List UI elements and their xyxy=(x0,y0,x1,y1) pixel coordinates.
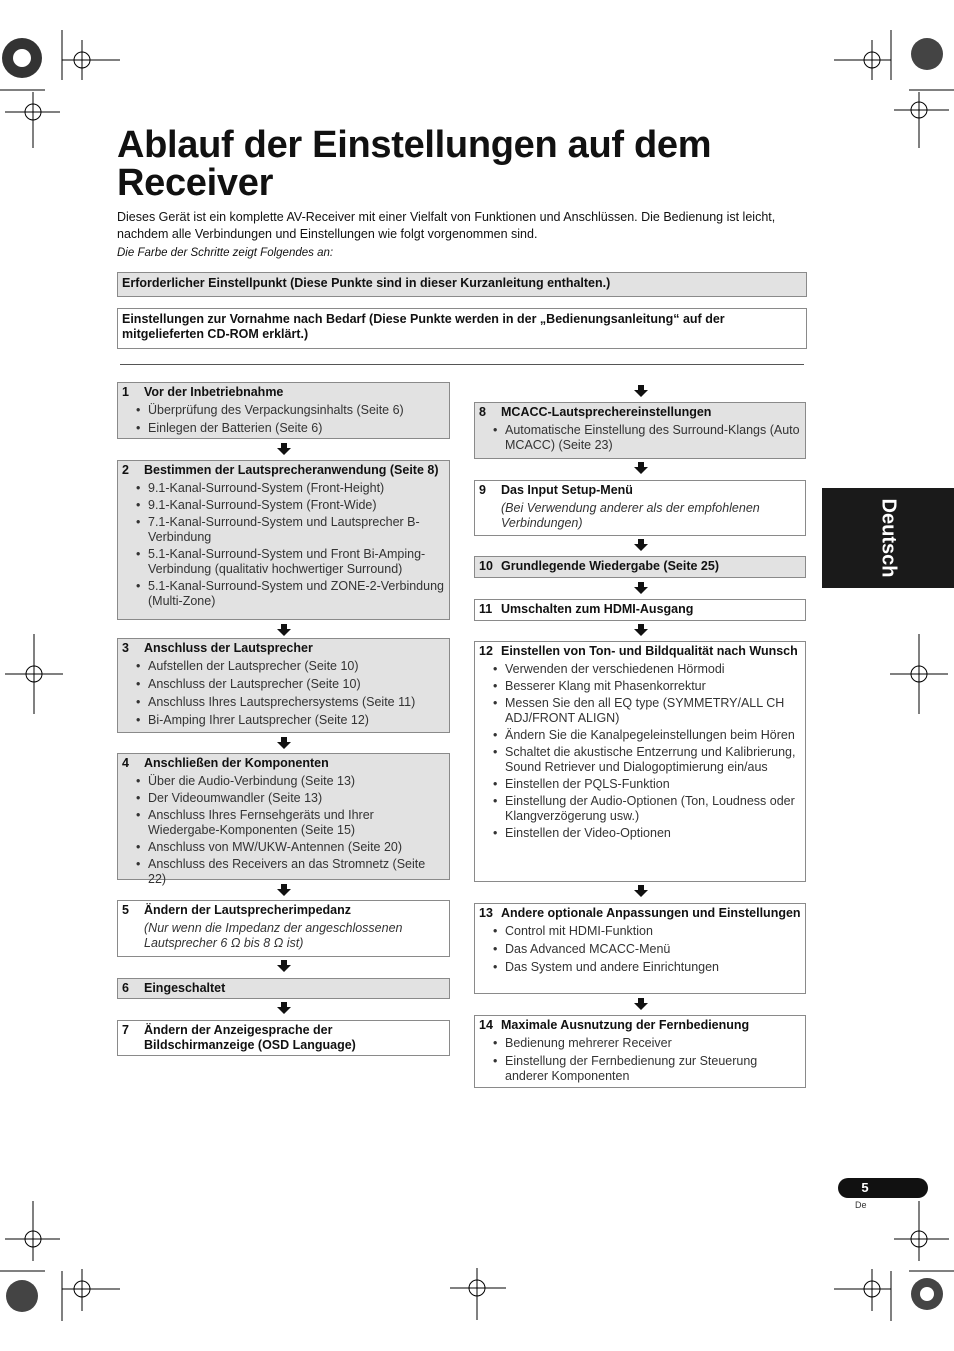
down-arrow-icon xyxy=(634,539,648,551)
step-note: (Nur wenn die Impedanz der angeschlossenen Lautsprecher 6 Ω bis 8 Ω ist) xyxy=(144,921,403,950)
step-item: • Das Advanced MCACC-Menü xyxy=(493,942,801,957)
registration-mark-top-right xyxy=(829,30,954,150)
step-item: • Control mit HDMI-Funktion xyxy=(493,924,801,939)
step-14-box xyxy=(474,1015,806,1088)
down-arrow-icon xyxy=(277,884,291,896)
step-title: Grundlegende Wiedergabe (Seite 25) xyxy=(501,559,719,573)
language-tab-label: Deutsch xyxy=(877,498,900,578)
step-item-list xyxy=(122,774,445,887)
step-item: • Besserer Klang mit Phasenkorrektur xyxy=(493,679,801,694)
registration-mark-right-middle xyxy=(890,634,950,714)
step-number: 8 xyxy=(479,405,486,419)
step-5-box xyxy=(117,900,450,957)
step-item: • Messen Sie den all EQ type (SYMMETRY/ALL CH ADJ/FRONT ALIGN) xyxy=(493,696,801,726)
step-item: • Einlegen der Batterien (Seite 6) xyxy=(136,421,445,436)
step-item: • Anschluss des Receivers an das Stromnetz (Seite 22) xyxy=(136,857,445,887)
step-item: • Bi-Amping Ihrer Lautsprecher (Seite 12) xyxy=(136,713,445,728)
step-number: 13 xyxy=(479,906,493,920)
step-2-box xyxy=(117,460,450,620)
step-item: • Verwenden der verschiedenen Hörmodi xyxy=(493,662,801,677)
registration-mark-top-left xyxy=(0,30,125,150)
language-tab xyxy=(822,488,954,588)
step-item: • Anschluss Ihres Fernsehgeräts und Ihrer Wiedergabe-Komponenten (Seite 15) xyxy=(136,808,445,838)
step-9-box xyxy=(474,480,806,536)
step-title: Ändern der Anzeigesprache der Bildschirmanzeige (OSD Language) xyxy=(144,1023,356,1052)
step-number: 10 xyxy=(479,559,493,573)
step-title: Einstellen von Ton- und Bildqualität nach Wunsch xyxy=(501,644,798,658)
step-item-list xyxy=(479,924,801,975)
step-title: MCACC-Lautsprechereinstellungen xyxy=(501,405,712,419)
down-arrow-icon xyxy=(634,582,648,594)
down-arrow-icon xyxy=(634,998,648,1010)
step-item: • Über die Audio-Verbindung (Seite 13) xyxy=(136,774,445,789)
step-number: 5 xyxy=(122,903,129,917)
step-12-box xyxy=(474,641,806,882)
step-item: • Das System und andere Einrichtungen xyxy=(493,960,801,975)
step-number: 9 xyxy=(479,483,486,497)
step-header xyxy=(479,405,801,420)
step-item: • Anschluss von MW/UKW-Antennen (Seite 20) xyxy=(136,840,445,855)
registration-mark-bottom-right xyxy=(829,1201,954,1321)
step-4-box xyxy=(117,753,450,886)
legend-required-box: Erforderlicher Einstellpunkt (Diese Punkte sind in dieser Kurzanleitung enthalten.) xyxy=(117,272,807,297)
registration-mark-left-middle xyxy=(5,634,65,714)
step-number: 14 xyxy=(479,1018,493,1032)
step-title: Maximale Ausnutzung der Fernbedienung xyxy=(501,1018,750,1032)
step-header xyxy=(479,483,801,498)
step-item: • Einstellung der Audio-Optionen (Ton, Loudness oder Klangverzögerung usw.) xyxy=(493,794,801,824)
registration-mark-bottom-left xyxy=(0,1201,125,1321)
step-header xyxy=(122,981,445,996)
step-header xyxy=(479,1018,801,1033)
step-item: • 9.1-Kanal-Surround-System (Front-Height) xyxy=(136,481,445,496)
step-item: • 5.1-Kanal-Surround-System und Front Bi-Amping-Verbindung (qualitativ hochwertiger Surround) xyxy=(136,547,445,577)
step-item-list xyxy=(122,481,445,609)
step-title: Anschließen der Komponenten xyxy=(144,756,329,770)
step-note: (Bei Verwendung anderer als der empfohlenen Verbindungen) xyxy=(501,501,760,530)
step-item: • Der Videoumwandler (Seite 13) xyxy=(136,791,445,806)
step-header xyxy=(122,385,445,400)
step-number: 4 xyxy=(122,756,129,770)
step-title: Das Input Setup-Menü xyxy=(501,483,633,497)
section-divider xyxy=(120,364,804,365)
step-title: Umschalten zum HDMI-Ausgang xyxy=(501,602,694,616)
intro-text: Dieses Gerät ist ein komplette AV-Receiver mit einer Vielfalt von Funktionen und Anschlüssen. Die Bedienung ist leicht, nachdem alle Verbindungen und Einstellungen wie folgt vorgenommen sind. xyxy=(117,210,776,241)
down-arrow-icon xyxy=(634,385,648,397)
step-item-list xyxy=(122,659,445,728)
step-number: 2 xyxy=(122,463,129,477)
step-header xyxy=(479,559,801,574)
step-item: • Anschluss der Lautsprecher (Seite 10) xyxy=(136,677,445,692)
step-title: Andere optionale Anpassungen und Einstellungen xyxy=(501,906,801,920)
step-header xyxy=(479,602,801,617)
step-header xyxy=(122,903,445,918)
step-title: Bestimmen der Lautsprecheranwendung (Seite 8) xyxy=(144,463,439,477)
down-arrow-icon xyxy=(277,1002,291,1014)
step-item-list xyxy=(479,1036,801,1084)
step-title: Anschluss der Lautsprecher xyxy=(144,641,313,655)
step-number: 3 xyxy=(122,641,129,655)
step-header xyxy=(122,641,445,656)
step-number: 11 xyxy=(479,602,493,616)
step-number: 12 xyxy=(479,644,493,658)
step-number: 1 xyxy=(122,385,129,399)
step-header xyxy=(479,644,801,659)
step-item: • Einstellen der Video-Optionen xyxy=(493,826,801,841)
step-header xyxy=(122,756,445,771)
step-number: 7 xyxy=(122,1023,129,1037)
step-item: • Schaltet die akustische Entzerrung und Kalibrierung, Sound Retriever und Dialogoptimierung ein/aus xyxy=(493,745,801,775)
step-item: • Ändern Sie die Kanalpegeleinstellungen beim Hören xyxy=(493,728,801,743)
down-arrow-icon xyxy=(277,737,291,749)
step-header xyxy=(122,463,445,478)
registration-mark-bottom-center xyxy=(440,1250,520,1320)
step-11-box xyxy=(474,599,806,621)
down-arrow-icon xyxy=(277,443,291,455)
step-item: • 9.1-Kanal-Surround-System (Front-Wide) xyxy=(136,498,445,513)
step-13-box xyxy=(474,903,806,994)
step-7-box xyxy=(117,1020,450,1056)
step-3-box xyxy=(117,638,450,733)
step-1-box xyxy=(117,382,450,439)
step-title: Ändern der Lautsprecherimpedanz xyxy=(144,903,351,917)
step-item-list xyxy=(122,403,445,436)
step-header xyxy=(122,1023,445,1053)
step-item: • Einstellung der Fernbedienung zur Steuerung anderer Komponenten xyxy=(493,1054,801,1084)
step-item: • Automatische Einstellung des Surround-Klangs (Auto MCACC) (Seite 23) xyxy=(493,423,801,453)
step-item: • 7.1-Kanal-Surround-System und Lautsprecher B-Verbindung xyxy=(136,515,445,545)
legend-optional-box: Einstellungen zur Vornahme nach Bedarf (Diese Punkte werden in der „Bedienungsanleitung“ auf der mitgelieferten CD-ROM erklärt.) xyxy=(117,308,807,349)
down-arrow-icon xyxy=(634,462,648,474)
step-8-box xyxy=(474,402,806,459)
step-title: Vor der Inbetriebnahme xyxy=(144,385,284,399)
step-item: • Überprüfung des Verpackungsinhalts (Seite 6) xyxy=(136,403,445,418)
step-item: • Anschluss Ihres Lautsprechersystems (Seite 11) xyxy=(136,695,445,710)
step-item: • Bedienung mehrerer Receiver xyxy=(493,1036,801,1051)
step-item-list xyxy=(479,423,801,453)
step-header xyxy=(479,906,801,921)
down-arrow-icon xyxy=(634,885,648,897)
step-item: • Einstellen der PQLS-Funktion xyxy=(493,777,801,792)
step-6-box xyxy=(117,978,450,999)
page-number: 5 xyxy=(861,1180,869,1195)
step-title: Eingeschaltet xyxy=(144,981,226,995)
page-title: Ablauf der Einstellungen auf dem Receiver xyxy=(117,124,712,204)
legend-note: Die Farbe der Schritte zeigt Folgendes an: xyxy=(117,247,334,259)
down-arrow-icon xyxy=(277,624,291,636)
step-item: • Aufstellen der Lautsprecher (Seite 10) xyxy=(136,659,445,674)
step-number: 6 xyxy=(122,981,129,995)
step-item: • 5.1-Kanal-Surround-System und ZONE-2-Verbindung (Multi-Zone) xyxy=(136,579,445,609)
page-language-code: De xyxy=(855,1200,867,1210)
page-number-badge xyxy=(838,1178,928,1198)
down-arrow-icon xyxy=(634,624,648,636)
down-arrow-icon xyxy=(277,960,291,972)
step-item-list xyxy=(479,662,801,841)
step-10-box xyxy=(474,556,806,578)
